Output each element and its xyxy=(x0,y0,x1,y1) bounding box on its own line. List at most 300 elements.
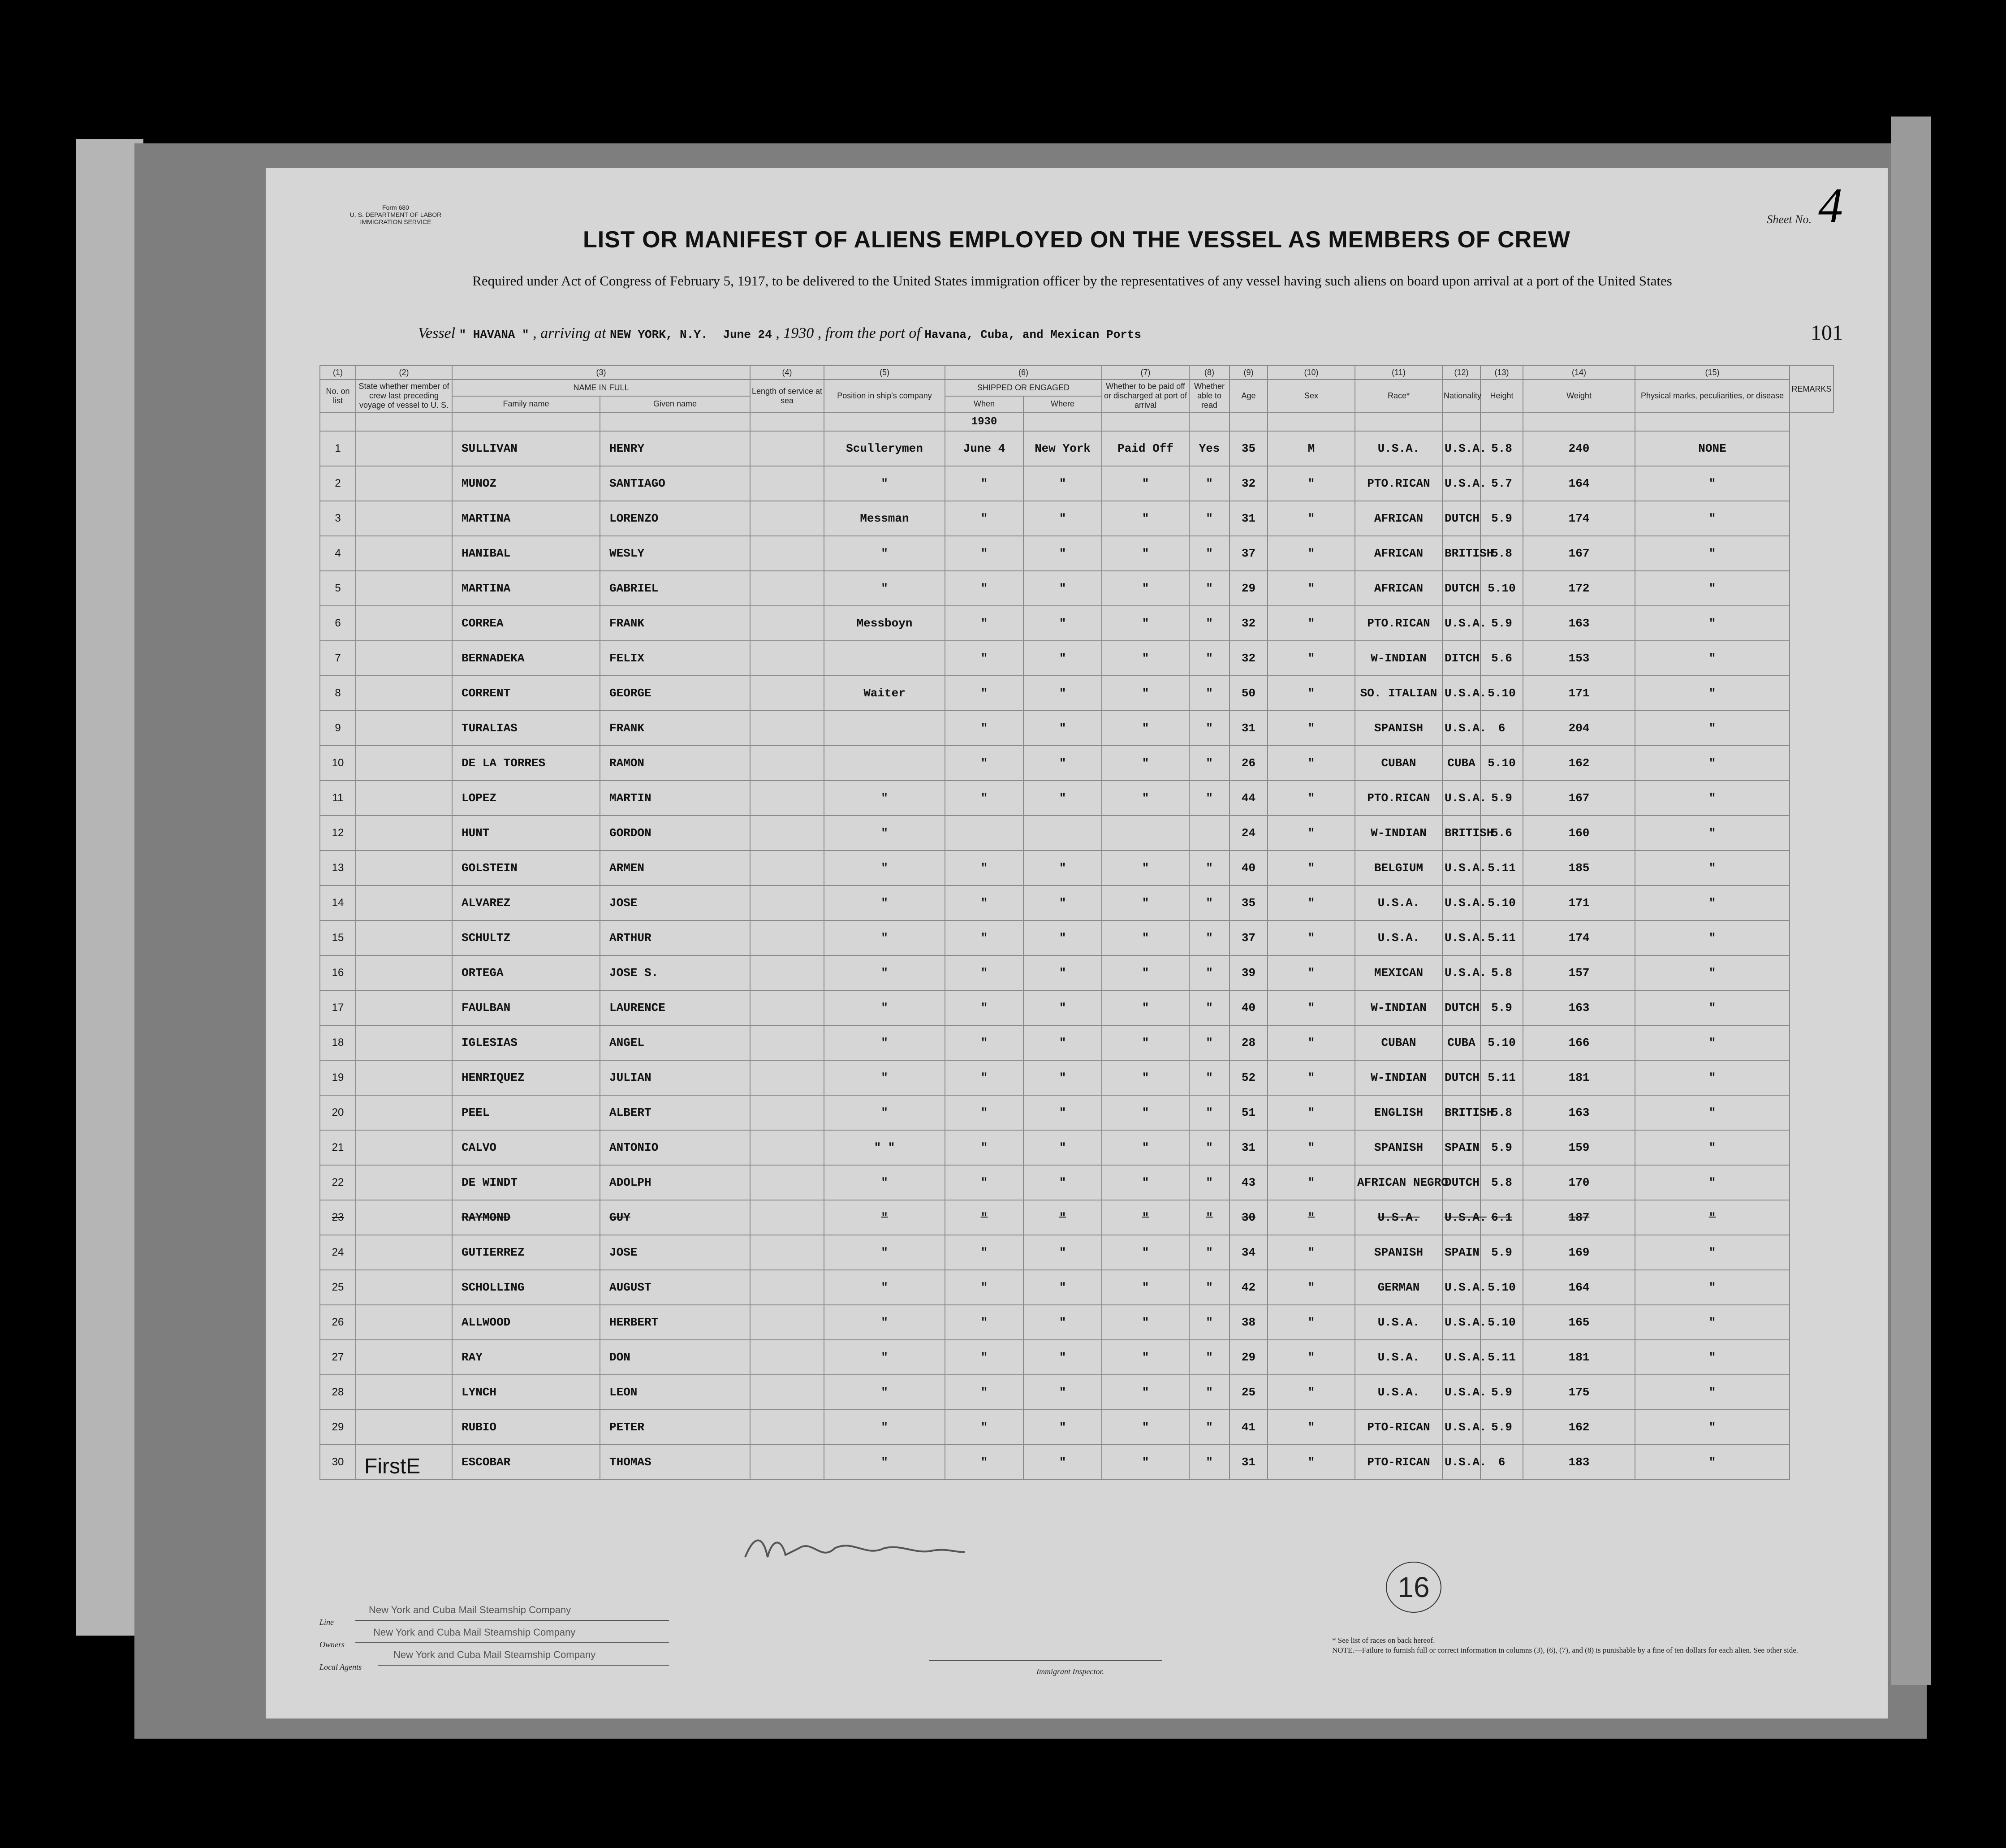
cell-no: 20 xyxy=(320,1095,356,1130)
cell-nationality: DITCH xyxy=(1442,641,1480,676)
cell-given: FRANK xyxy=(600,606,750,641)
cell-race: CUBAN xyxy=(1355,1025,1442,1060)
cell-height: 5.9 xyxy=(1480,781,1523,816)
cell-family: PEEL xyxy=(452,1095,600,1130)
cell-read: " xyxy=(1189,1165,1229,1200)
cell-age: 35 xyxy=(1229,431,1268,466)
cell-read: " xyxy=(1189,746,1229,781)
arrival-port: NEW YORK, N.Y. xyxy=(610,328,708,341)
cell-sex: " xyxy=(1268,1305,1355,1340)
cell-no: 23 xyxy=(320,1200,356,1235)
cell-empty xyxy=(356,1060,452,1095)
cell-given: FELIX xyxy=(600,641,750,676)
cell-empty xyxy=(750,990,824,1025)
cell-when: " xyxy=(945,1060,1023,1095)
cell-where: " xyxy=(1023,501,1102,536)
header-height: Height xyxy=(1480,380,1523,412)
cell-family: HENRIQUEZ xyxy=(452,1060,600,1095)
cell-no: 3 xyxy=(320,501,356,536)
cell-when: " xyxy=(945,1130,1023,1165)
cell-age: 31 xyxy=(1229,711,1268,746)
cell-marks: " xyxy=(1635,1410,1790,1445)
crew-row xyxy=(320,1410,1833,1445)
cell-when: " xyxy=(945,606,1023,641)
cell-no: 26 xyxy=(320,1305,356,1340)
cell-age: 52 xyxy=(1229,1060,1268,1095)
cell-position: " xyxy=(824,1445,945,1480)
cell-no: 2 xyxy=(320,466,356,501)
cell-where: " xyxy=(1023,1235,1102,1270)
cell-nationality: BRITISH xyxy=(1442,536,1480,571)
page-title: LIST OR MANIFEST OF ALIENS EMPLOYED ON THE VESSEL AS MEMBERS OF CREW xyxy=(583,227,1570,253)
cell-when: " xyxy=(945,1235,1023,1270)
cell-age: 40 xyxy=(1229,990,1268,1025)
header-when: When xyxy=(945,396,1023,413)
crew-row xyxy=(320,816,1833,851)
cell-family: ALLWOOD xyxy=(452,1305,600,1340)
cell-marks: " xyxy=(1635,990,1790,1025)
cell-given: RAMON xyxy=(600,746,750,781)
cell-height: 5.6 xyxy=(1480,641,1523,676)
header-given-name: Given name xyxy=(600,396,750,413)
cell-family: LYNCH xyxy=(452,1375,600,1410)
sheet-number-value: 4 xyxy=(1818,178,1843,233)
cell-empty xyxy=(750,606,824,641)
cell-nationality: U.S.A. xyxy=(1442,1410,1480,1445)
cell-race: PTO.RICAN xyxy=(1355,466,1442,501)
cell-race: U.S.A. xyxy=(1355,431,1442,466)
cell-given: GUY xyxy=(600,1200,750,1235)
sheet-number-label: Sheet No. xyxy=(1767,213,1812,226)
cell-age: 29 xyxy=(1229,1340,1268,1375)
cell-when: " xyxy=(945,1270,1023,1305)
cell-given: JOSE xyxy=(600,1235,750,1270)
cell-sex: " xyxy=(1268,851,1355,885)
cell-marks: " xyxy=(1635,1235,1790,1270)
cell-marks: " xyxy=(1635,536,1790,571)
cell-position: " xyxy=(824,571,945,606)
cell-given: GEORGE xyxy=(600,676,750,711)
cell-no: 1 xyxy=(320,431,356,466)
cell-nationality: U.S.A. xyxy=(1442,466,1480,501)
cell-nationality: DUTCH xyxy=(1442,1165,1480,1200)
cell-no: 14 xyxy=(320,885,356,920)
cell-read: " xyxy=(1189,990,1229,1025)
cell-family: TURALIAS xyxy=(452,711,600,746)
page-number: 101 xyxy=(1811,321,1843,345)
form-number: Form 680 xyxy=(382,204,409,211)
handwritten-first-note: FirstE xyxy=(364,1455,421,1478)
cell-empty xyxy=(356,1130,452,1165)
crew-row xyxy=(320,571,1833,606)
cell-given: MARTIN xyxy=(600,781,750,816)
cell-nationality: U.S.A. xyxy=(1442,781,1480,816)
cell-empty xyxy=(356,746,452,781)
cell-family: RAY xyxy=(452,1340,600,1375)
crew-row xyxy=(320,676,1833,711)
footer-inspector-label: Immigrant Inspector. xyxy=(1036,1667,1104,1676)
cell-empty xyxy=(750,1200,824,1235)
cell-paid: " xyxy=(1102,781,1189,816)
col-number: (14) xyxy=(1523,366,1635,380)
cell-when xyxy=(945,816,1023,851)
from-label: , from the port of xyxy=(817,325,921,341)
cell-age: 31 xyxy=(1229,1130,1268,1165)
cell-empty xyxy=(356,851,452,885)
cell-paid: " xyxy=(1102,1410,1189,1445)
cell-empty xyxy=(356,1305,452,1340)
manifest-page xyxy=(266,168,1888,1718)
cell-where: " xyxy=(1023,1340,1102,1375)
note-penalty: NOTE.—Failure to furnish full or correct information in columns (3), (6), (7), and (8) is punishable by a fine of ten dollars for each alien. See other side. xyxy=(1332,1646,1799,1654)
cell-empty xyxy=(750,1130,824,1165)
cell-where: " xyxy=(1023,1375,1102,1410)
cell-empty xyxy=(750,1025,824,1060)
cell-sex: " xyxy=(1268,920,1355,955)
cell-where: " xyxy=(1023,746,1102,781)
cell-position: " xyxy=(824,1305,945,1340)
cell-empty xyxy=(356,676,452,711)
cell-race: AFRICAN xyxy=(1355,536,1442,571)
cell-weight: 163 xyxy=(1523,1095,1635,1130)
cell-position: " xyxy=(824,1060,945,1095)
cell-where: " xyxy=(1023,1130,1102,1165)
cell-given: ANGEL xyxy=(600,1025,750,1060)
cell-nationality: SPAIN xyxy=(1442,1235,1480,1270)
cell-read: " xyxy=(1189,1410,1229,1445)
crew-row xyxy=(320,746,1833,781)
cell-no: 6 xyxy=(320,606,356,641)
header-weight: Weight xyxy=(1523,380,1635,412)
cell-nationality: U.S.A. xyxy=(1442,676,1480,711)
cell-empty xyxy=(750,641,824,676)
footer-agents-value: New York and Cuba Mail Steamship Company xyxy=(393,1649,596,1660)
cell-family: DE WINDT xyxy=(452,1165,600,1200)
cell-sex: " xyxy=(1268,746,1355,781)
footer-owners-label: Owners xyxy=(319,1640,345,1649)
cell-position: " xyxy=(824,955,945,990)
crew-row xyxy=(320,466,1833,501)
cell-when: " xyxy=(945,955,1023,990)
cell-race: SPANISH xyxy=(1355,711,1442,746)
cell-empty xyxy=(356,816,452,851)
cell-sex: " xyxy=(1268,536,1355,571)
cell-no: 11 xyxy=(320,781,356,816)
cell-empty xyxy=(750,1445,824,1480)
cell-empty xyxy=(356,711,452,746)
cell-empty xyxy=(750,676,824,711)
cell-marks: " xyxy=(1635,885,1790,920)
cell-given: WESLY xyxy=(600,536,750,571)
cell-no: 22 xyxy=(320,1165,356,1200)
cell-race: U.S.A. xyxy=(1355,1200,1442,1235)
cell-sex: " xyxy=(1268,1235,1355,1270)
cell-sex: " xyxy=(1268,990,1355,1025)
cell-where: " xyxy=(1023,676,1102,711)
header-sex: Sex xyxy=(1268,380,1355,412)
cell-given: ANTONIO xyxy=(600,1130,750,1165)
cell-age: 29 xyxy=(1229,571,1268,606)
vessel-line xyxy=(418,325,1717,342)
cell-marks: " xyxy=(1635,606,1790,641)
page-subtitle: Required under Act of Congress of February 5, 1917, to be delivered to the United States immigration officer by the representatives of any vessel having such aliens on board upon arrival at a port of the United States xyxy=(472,273,1672,289)
cell-read: " xyxy=(1189,1305,1229,1340)
cell-weight: 174 xyxy=(1523,920,1635,955)
crew-row xyxy=(320,431,1833,466)
cell-nationality: DUTCH xyxy=(1442,571,1480,606)
cell-nationality: DUTCH xyxy=(1442,990,1480,1025)
cell-empty xyxy=(750,746,824,781)
cell-given: LAURENCE xyxy=(600,990,750,1025)
cell-height: 5.10 xyxy=(1480,1025,1523,1060)
cell-paid: " xyxy=(1102,1445,1189,1480)
cell-where: " xyxy=(1023,606,1102,641)
cell-no: 4 xyxy=(320,536,356,571)
cell-paid: " xyxy=(1102,1375,1189,1410)
cell-empty xyxy=(750,431,824,466)
cell-no: 25 xyxy=(320,1270,356,1305)
cell-nationality: BRITISH xyxy=(1442,816,1480,851)
cell-family: ALVAREZ xyxy=(452,885,600,920)
cell-race: PTO-RICAN xyxy=(1355,1445,1442,1480)
cell-position: " xyxy=(824,1410,945,1445)
cell-given: FRANK xyxy=(600,711,750,746)
crew-row xyxy=(320,1095,1833,1130)
header-where: Where xyxy=(1023,396,1102,413)
cell-read: " xyxy=(1189,1375,1229,1410)
cell-nationality: U.S.A. xyxy=(1442,711,1480,746)
cell-race: U.S.A. xyxy=(1355,1305,1442,1340)
cell-weight: 170 xyxy=(1523,1165,1635,1200)
cell-empty xyxy=(750,501,824,536)
cell-sex: M xyxy=(1268,431,1355,466)
cell-where: " xyxy=(1023,990,1102,1025)
cell-height: 5.9 xyxy=(1480,1235,1523,1270)
col-number: (11) xyxy=(1355,366,1442,380)
cell-weight: 157 xyxy=(1523,955,1635,990)
cell-race: U.S.A. xyxy=(1355,1340,1442,1375)
cell-weight: 171 xyxy=(1523,676,1635,711)
cell-race: PTO.RICAN xyxy=(1355,781,1442,816)
cell-marks: " xyxy=(1635,1060,1790,1095)
cell-nationality: U.S.A. xyxy=(1442,1340,1480,1375)
col-number: (1) xyxy=(320,366,356,380)
cell-nationality: U.S.A. xyxy=(1442,1445,1480,1480)
cell-race: MEXICAN xyxy=(1355,955,1442,990)
cell-empty xyxy=(750,781,824,816)
col-number: (6) xyxy=(945,366,1102,380)
cell-sex: " xyxy=(1268,816,1355,851)
cell-paid: " xyxy=(1102,641,1189,676)
cell-position xyxy=(824,711,945,746)
crew-row xyxy=(320,1200,1833,1235)
cell-empty xyxy=(750,1235,824,1270)
cell-empty xyxy=(750,711,824,746)
cell-when: " xyxy=(945,1445,1023,1480)
inspector-rule xyxy=(929,1660,1162,1661)
cell-when: " xyxy=(945,1410,1023,1445)
cell-weight: 165 xyxy=(1523,1305,1635,1340)
cell-weight: 185 xyxy=(1523,851,1635,885)
cell-weight: 187 xyxy=(1523,1200,1635,1235)
crew-row xyxy=(320,920,1833,955)
cell-height: 5.8 xyxy=(1480,1165,1523,1200)
cell-empty xyxy=(356,641,452,676)
cell-marks: " xyxy=(1635,851,1790,885)
cell-empty xyxy=(750,920,824,955)
cell-race: AFRICAN xyxy=(1355,501,1442,536)
form-service: IMMIGRATION SERVICE xyxy=(360,218,431,225)
cell-height: 5.11 xyxy=(1480,920,1523,955)
cell-where: " xyxy=(1023,885,1102,920)
cell-family: CORRENT xyxy=(452,676,600,711)
cell-weight: 167 xyxy=(1523,781,1635,816)
cell-race: BELGIUM xyxy=(1355,851,1442,885)
cell-where: New York xyxy=(1023,431,1102,466)
cell-family: GUTIERREZ xyxy=(452,1235,600,1270)
cell-when: " xyxy=(945,536,1023,571)
cell-age: 32 xyxy=(1229,606,1268,641)
cell-age: 26 xyxy=(1229,746,1268,781)
cell-no: 13 xyxy=(320,851,356,885)
cell-height: 5.10 xyxy=(1480,676,1523,711)
cell-family: LOPEZ xyxy=(452,781,600,816)
cell-marks: " xyxy=(1635,1130,1790,1165)
cell-no: 15 xyxy=(320,920,356,955)
cell-when: " xyxy=(945,571,1023,606)
cell-race: ENGLISH xyxy=(1355,1095,1442,1130)
cell-sex: " xyxy=(1268,1130,1355,1165)
cell-read: " xyxy=(1189,536,1229,571)
cell-no: 7 xyxy=(320,641,356,676)
cell-position: " xyxy=(824,1165,945,1200)
crew-row xyxy=(320,990,1833,1025)
cell-paid: " xyxy=(1102,676,1189,711)
cell-height: 5.10 xyxy=(1480,885,1523,920)
cell-nationality: U.S.A. xyxy=(1442,1375,1480,1410)
cell-empty xyxy=(750,1060,824,1095)
cell-age: 37 xyxy=(1229,536,1268,571)
cell-weight: 174 xyxy=(1523,501,1635,536)
cell-family: HUNT xyxy=(452,816,600,851)
cell-read: " xyxy=(1189,920,1229,955)
cell-read: " xyxy=(1189,1340,1229,1375)
cell-empty xyxy=(356,606,452,641)
cell-given: JOSE xyxy=(600,885,750,920)
cell-sex: " xyxy=(1268,1340,1355,1375)
cell-height: 5.9 xyxy=(1480,1375,1523,1410)
cell-when: June 4 xyxy=(945,431,1023,466)
cell-given: SANTIAGO xyxy=(600,466,750,501)
cell-when: " xyxy=(945,1025,1023,1060)
crew-row xyxy=(320,885,1833,920)
cell-read: " xyxy=(1189,1130,1229,1165)
crew-row xyxy=(320,1025,1833,1060)
cell-age: 25 xyxy=(1229,1375,1268,1410)
col-number: (2) xyxy=(356,366,452,380)
cell-where: " xyxy=(1023,711,1102,746)
cell-race: SO. ITALIAN xyxy=(1355,676,1442,711)
cell-paid: " xyxy=(1102,1235,1189,1270)
cell-family: CORREA xyxy=(452,606,600,641)
cell-position: " xyxy=(824,781,945,816)
cell-empty xyxy=(356,781,452,816)
cell-empty xyxy=(356,501,452,536)
cell-when: " xyxy=(945,746,1023,781)
cell-empty xyxy=(356,990,452,1025)
cell-given: ARTHUR xyxy=(600,920,750,955)
cell-given: DON xyxy=(600,1340,750,1375)
cell-empty xyxy=(356,1200,452,1235)
cell-where: " xyxy=(1023,1095,1102,1130)
footer-rule xyxy=(378,1665,669,1666)
cell-no: 21 xyxy=(320,1130,356,1165)
cell-given: THOMAS xyxy=(600,1445,750,1480)
cell-nationality: BRITISH xyxy=(1442,1095,1480,1130)
col-number: (8) xyxy=(1189,366,1229,380)
cell-position: Messman xyxy=(824,501,945,536)
cell-when: " xyxy=(945,1375,1023,1410)
cell-where: " xyxy=(1023,955,1102,990)
footer-line-value: New York and Cuba Mail Steamship Company xyxy=(369,1604,571,1615)
cell-family: RAYMOND xyxy=(452,1200,600,1235)
cell-given: LEON xyxy=(600,1375,750,1410)
cell-age: 39 xyxy=(1229,955,1268,990)
cell-empty xyxy=(750,1375,824,1410)
cell-height: 5.8 xyxy=(1480,536,1523,571)
cell-position xyxy=(824,641,945,676)
cell-race: W-INDIAN xyxy=(1355,641,1442,676)
cell-height: 5.10 xyxy=(1480,1305,1523,1340)
cell-read: " xyxy=(1189,711,1229,746)
cell-marks: " xyxy=(1635,571,1790,606)
cell-given: ADOLPH xyxy=(600,1165,750,1200)
cell-position: " xyxy=(824,1235,945,1270)
cell-nationality: CUBA xyxy=(1442,1025,1480,1060)
cell-race: AFRICAN xyxy=(1355,571,1442,606)
cell-family: MARTINA xyxy=(452,571,600,606)
cell-nationality: U.S.A. xyxy=(1442,920,1480,955)
cell-when: " xyxy=(945,466,1023,501)
cell-paid: " xyxy=(1102,1130,1189,1165)
cell-position: " xyxy=(824,1095,945,1130)
cell-when: " xyxy=(945,920,1023,955)
cell-marks: " xyxy=(1635,641,1790,676)
cell-weight: 171 xyxy=(1523,885,1635,920)
crew-row xyxy=(320,536,1833,571)
cell-when: " xyxy=(945,885,1023,920)
cell-height: 5.11 xyxy=(1480,1060,1523,1095)
cell-paid: " xyxy=(1102,606,1189,641)
arrival-date: June 24 xyxy=(723,328,772,341)
header-remarks: REMARKS xyxy=(1790,366,1833,412)
cell-paid: " xyxy=(1102,990,1189,1025)
cell-race: SPANISH xyxy=(1355,1130,1442,1165)
cell-empty xyxy=(750,466,824,501)
cell-no: 29 xyxy=(320,1410,356,1445)
cell-position: " xyxy=(824,851,945,885)
crew-row xyxy=(320,1130,1833,1165)
cell-given: HENRY xyxy=(600,431,750,466)
cell-position: " xyxy=(824,920,945,955)
cell-paid: " xyxy=(1102,1270,1189,1305)
cell-weight: 181 xyxy=(1523,1060,1635,1095)
cell-sex: " xyxy=(1268,1445,1355,1480)
cell-race: SPANISH xyxy=(1355,1235,1442,1270)
col-number: (15) xyxy=(1635,366,1790,380)
cell-race: GERMAN xyxy=(1355,1270,1442,1305)
cell-where: " xyxy=(1023,1060,1102,1095)
